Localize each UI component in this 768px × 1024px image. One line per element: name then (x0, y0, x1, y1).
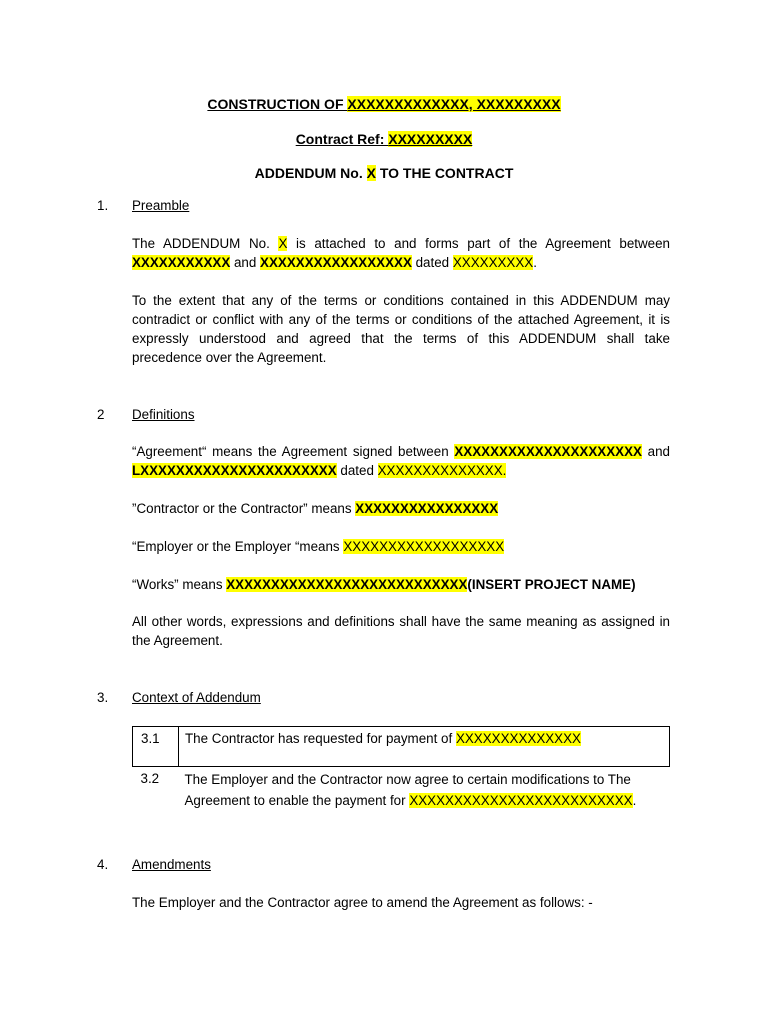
definition-other-words: All other words, expressions and definitions shall have the same meaning as assigned in the Agreement. (132, 614, 670, 648)
table-row (133, 767, 670, 812)
definition-contractor: ”Contractor or the Contractor” means XXXXXXXXXXXXXXXX (132, 501, 499, 516)
table-row (133, 727, 670, 767)
section-number: 1. (97, 198, 109, 213)
placeholder-highlight: XXXXXXXXXXXXXXXXXXXXXXXXXXX (226, 577, 468, 592)
clause-text: The Contractor has requested for payment of XXXXXXXXXXXXXX (179, 727, 670, 767)
section-number: 4. (97, 857, 109, 872)
placeholder-highlight: XXXXXXXXXXXXXXXXXX (343, 539, 505, 554)
definition-works: “Works” means XXXXXXXXXXXXXXXXXXXXXXXXXXX(INSERT PROJECT NAME) (132, 577, 636, 592)
clause-number: 3.1 (133, 727, 179, 767)
section-heading-preamble: Preamble (132, 198, 190, 213)
placeholder-highlight: XXXXXXXXXXX (132, 255, 231, 270)
placeholder-highlight: XXXXXXXXXXXXXXXX (355, 501, 499, 516)
placeholder-highlight: XXXXXXXXXXXXXXXXX (260, 255, 412, 270)
section-heading-context: Context of Addendum (132, 690, 261, 705)
placeholder-highlight: X (366, 165, 376, 181)
placeholder-highlight: XXXXXXXXXXXXXX (455, 731, 581, 746)
preamble-paragraph-2: To the extent that any of the terms or conditions contained in this ADDENDUM may contradict or conflict with any of the terms or conditions of the attached Agreement, it is expressly understood and agreed that the terms of this ADDENDUM shall take precedence over the Agreement. (132, 293, 670, 365)
document-title: CONSTRUCTION OF XXXXXXXXXXXXX, XXXXXXXXX (207, 96, 561, 112)
placeholder-highlight: XXXXXXXXXXXXXX. (377, 463, 507, 478)
placeholder-highlight: XXXXXXXXX (388, 131, 473, 147)
clause-number: 3.2 (140, 771, 160, 786)
definition-employer: “Employer or the Employer “means XXXXXXXXXXXXXXXXXX (132, 539, 505, 554)
placeholder-highlight: XXXXXXXXXXXXXXXXXXXXXXXXX (409, 793, 633, 808)
addendum-title: ADDENDUM No. X TO THE CONTRACT (254, 165, 514, 181)
section-number: 3. (97, 690, 109, 705)
placeholder-highlight: XXXXXXXXX (452, 255, 534, 270)
clause-text: The Employer and the Contractor now agree to certain modifications to The Agreement to enable the payment for XXXXXXXXXXXXXXXXXXXXXXXXX. (184, 772, 637, 808)
section-heading-definitions: Definitions (132, 407, 195, 422)
amendments-paragraph: The Employer and the Contractor agree to amend the Agreement as follows: - (132, 895, 593, 910)
preamble-paragraph-1: The ADDENDUM No. X is attached to and forms part of the Agreement between XXXXXXXXXXX and XXXXXXXXXXXXXXXXX dated XXXXXXXXX. (132, 236, 671, 270)
section-number: 2 (97, 407, 105, 422)
contract-reference: Contract Ref: XXXXXXXXX (295, 131, 473, 147)
placeholder-highlight: LXXXXXXXXXXXXXXXXXXXXXX (132, 463, 337, 478)
placeholder-highlight: XXXXXXXXXXXXXXXXXXXXX (454, 444, 642, 459)
section-heading-amendments: Amendments (132, 857, 211, 872)
placeholder-highlight: XXXXXXXXXXXXX, XXXXXXXXX (347, 96, 561, 112)
definition-agreement: “Agreement“ means the Agreement signed between XXXXXXXXXXXXXXXXXXXXX and LXXXXXXXXXXXXXXXXXXXXXX dated XXXXXXXXXXXXXX. (132, 444, 670, 478)
placeholder-highlight: X (278, 236, 288, 251)
context-table (132, 726, 670, 811)
